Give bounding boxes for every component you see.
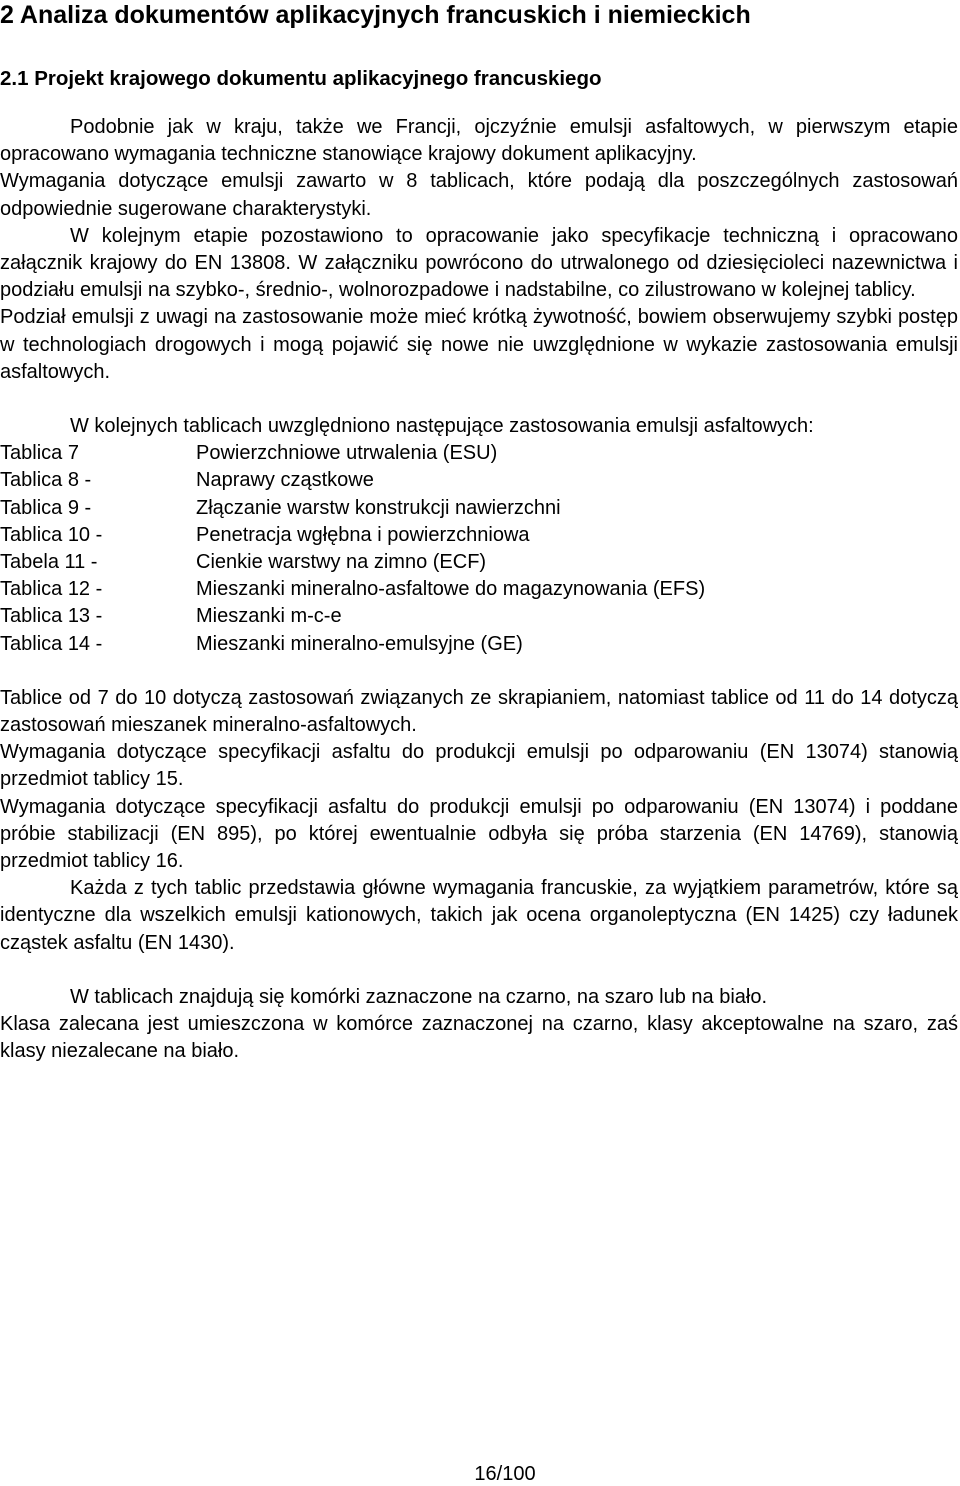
- list-item: [0, 467, 958, 494]
- paragraph-division: Podział emulsji z uwagi na zastosowanie może mieć krótką żywotność, bowiem obserwujemy szybki postęp w technologiach drogowych i mogą pojawić się nowe nie uwzględnione w wykazie zastosowania emulsji asfaltowych.: [0, 306, 958, 383]
- table-number: Tablica 8 -: [0, 469, 92, 492]
- paragraph-cell-colors: W tablicach znajdują się komórki zaznaczone na czarno, na szaro lub na biało.: [70, 985, 768, 1008]
- paragraph-main-requirements: Każda z tych tablic przedstawia główne wymagania francuskie, za wyjątkiem parametrów, które są identyczne dla wszelkich emulsji kationowych, takich jak ocena organoleptyczna (EN 1425) czy ładunek cząstek asfaltu (EN 1430).: [0, 877, 958, 954]
- table-application: Cienkie warstwy na zimno (ECF): [196, 550, 487, 573]
- table-number: Tablica 12 -: [0, 578, 103, 601]
- list-item: [0, 522, 958, 549]
- subsection-heading: 2.1 Projekt krajowego dokumentu aplikacyjnego francuskiego: [0, 67, 602, 90]
- spacer: [0, 386, 958, 413]
- list-item: [0, 603, 958, 630]
- table-number: Tablica 10 -: [0, 523, 103, 546]
- table-number: Tablica 9 -: [0, 496, 92, 519]
- paragraph-table-16: Wymagania dotyczące specyfikacji asfaltu do produkcji emulsji po odparowaniu (EN 13074) i poddane próbie stabilizacji (EN 895), po której ewentualnie odbyła się próba starzenia (EN 14769), stanowią przedmiot tablicy 16.: [0, 795, 958, 872]
- table-application: Mieszanki mineralno-asfaltowe do magazynowania (EFS): [196, 578, 706, 601]
- body-text: [0, 114, 958, 1065]
- table-number: Tablica 14 -: [0, 632, 103, 655]
- table-application: Złączanie warstw konstrukcji nawierzchni: [196, 496, 561, 519]
- section-heading: 2 Analiza dokumentów aplikacyjnych francuskich i niemieckich: [0, 1, 751, 29]
- table-application: Powierzchniowe utrwalenia (ESU): [196, 442, 498, 465]
- table-application: Mieszanki mineralno-emulsyjne (GE): [196, 632, 523, 655]
- page-number: 16/100: [474, 1463, 536, 1485]
- paragraph-intro: Podobnie jak w kraju, także we Francji, ojczyźnie emulsji asfaltowych, w pierwszym etapie opracowano wymagania techniczne stanowiące krajowy dokument aplikacyjny.: [0, 116, 958, 166]
- paragraph-next-stage: W kolejnym etapie pozostawiono to opracowanie jako specyfikacje techniczną i opracowano załącznik krajowy do EN 13808. W załączniku powrócono do utrwalonego od dziesięcioleci nazewnictwa i podziału emulsji na szybko-, średnio-, wolnorozpadowe i nadstabilne, co zilustrowano w kolejnej tablicy.: [0, 224, 958, 302]
- tables-list: [0, 440, 958, 658]
- list-item: [0, 495, 958, 522]
- table-application: Mieszanki m-c-e: [196, 605, 342, 628]
- table-number: Tablica 7: [0, 442, 79, 465]
- list-item: [0, 549, 958, 576]
- paragraph-requirements: Wymagania dotyczące emulsji zawarto w 8 tablicach, które podają dla poszczególnych zastosowań odpowiednie sugerowane charakterystyki.: [0, 170, 958, 220]
- table-number: Tablica 13 -: [0, 605, 103, 628]
- spacer: [0, 957, 958, 984]
- paragraph-table-15: Wymagania dotyczące specyfikacji asfaltu do produkcji emulsji po odparowaniu (EN 13074) stanowią przedmiot tablicy 15.: [0, 741, 958, 791]
- spacer: [0, 658, 958, 685]
- paragraph-class-legend: Klasa zalecana jest umieszczona w komórce zaznaczonej na czarno, klasy akceptowalne na szaro, zaś klasy niezalecane na biało.: [0, 1012, 958, 1063]
- table-application: Naprawy cząstkowe: [196, 469, 374, 492]
- list-item: [0, 576, 958, 603]
- paragraph-tables-scope: Tablice od 7 do 10 dotyczą zastosowań związanych ze skrapianiem, natomiast tablice od 11 do 14 dotyczą zastosowań mieszanek mineralno-asfaltowych.: [0, 686, 958, 736]
- table-application: Penetracja wgłębna i powierzchniowa: [196, 523, 530, 546]
- table-number: Tabela 11 -: [0, 550, 98, 573]
- list-intro: W kolejnych tablicach uwzględniono następujące zastosowania emulsji asfaltowych:: [70, 415, 814, 438]
- list-item: [0, 631, 958, 658]
- list-item: [0, 440, 958, 467]
